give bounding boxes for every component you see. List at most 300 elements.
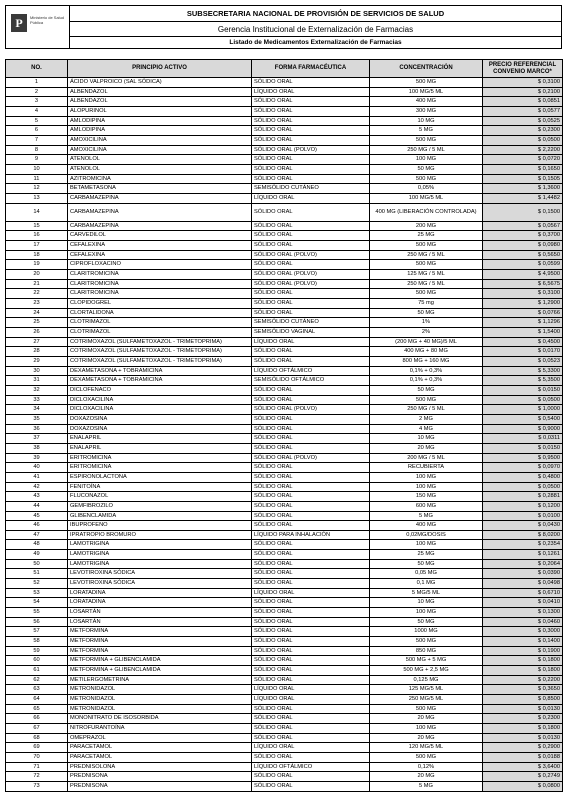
- table-row: [6, 569, 563, 579]
- table-row: [6, 762, 563, 772]
- cell-precio: $ 0,4500: [483, 337, 563, 347]
- cell-precio: $ 0,1505: [483, 174, 563, 184]
- cell-forma: SÓLIDO ORAL: [252, 675, 370, 685]
- cell-no: 37: [6, 434, 68, 444]
- table-row: [6, 366, 563, 376]
- cell-precio: $ 0,0500: [483, 135, 563, 145]
- cell-concentracion: 0,12%: [370, 762, 483, 772]
- cell-no: 73: [6, 781, 68, 791]
- cell-forma: SÓLIDO ORAL: [252, 231, 370, 241]
- table-row: [6, 116, 563, 126]
- cell-forma: LÍQUIDO OFTÁLMICO: [252, 762, 370, 772]
- table-row: [6, 405, 563, 415]
- cell-precio: $ 0,0970: [483, 463, 563, 473]
- cell-precio: $ 0,0766: [483, 308, 563, 318]
- table-row: [6, 617, 563, 627]
- cell-concentracion: 20 MG: [370, 772, 483, 782]
- cell-principio: ESPIRONOLACTONA: [68, 472, 252, 482]
- ministry-logo: [6, 6, 70, 48]
- cell-principio: COTRIMOXAZOL (SULFAMETOXAZOL - TRIMETOPRIMA): [68, 347, 252, 357]
- col-header-principio: PRINCIPIO ACTIVO: [68, 60, 252, 78]
- cell-no: 28: [6, 347, 68, 357]
- cell-no: 29: [6, 357, 68, 367]
- cell-precio: $ 0,0523: [483, 357, 563, 367]
- table-row: [6, 714, 563, 724]
- cell-precio: $ 1,4482: [483, 193, 563, 203]
- cell-concentracion: 100 MG: [370, 472, 483, 482]
- cell-principio: MONONITRATO DE ISOSORBIDA: [68, 714, 252, 724]
- cell-forma: SÓLIDO ORAL: [252, 501, 370, 511]
- cell-concentracion: 20 MG: [370, 714, 483, 724]
- table-row: [6, 299, 563, 309]
- cell-concentracion: 800 MG + 160 MG: [370, 357, 483, 367]
- cell-forma: LÍQUIDO ORAL: [252, 588, 370, 598]
- cell-principio: PARACETAMOL: [68, 752, 252, 762]
- table-row: [6, 752, 563, 762]
- cell-no: 57: [6, 627, 68, 637]
- cell-no: 41: [6, 472, 68, 482]
- table-row: [6, 443, 563, 453]
- cell-principio: CIPROFLOXACINO: [68, 260, 252, 270]
- cell-no: 53: [6, 588, 68, 598]
- cell-principio: CLARITROMICINA: [68, 279, 252, 289]
- cell-concentracion: 25 MG: [370, 550, 483, 560]
- cell-no: 70: [6, 752, 68, 762]
- cell-forma: SÓLIDO ORAL: [252, 164, 370, 174]
- cell-concentracion: 125 MG / 5 ML: [370, 270, 483, 280]
- table-row: [6, 395, 563, 405]
- cell-precio: $ 0,3700: [483, 231, 563, 241]
- cell-forma: SÓLIDO ORAL: [252, 308, 370, 318]
- cell-precio: $ 0,1500: [483, 203, 563, 221]
- cell-no: 1: [6, 78, 68, 88]
- cell-forma: SÓLIDO ORAL: [252, 521, 370, 531]
- cell-principio: CEFALEXINA: [68, 250, 252, 260]
- cell-forma: SÓLIDO ORAL: [252, 627, 370, 637]
- table-row: [6, 135, 563, 145]
- table-row: [6, 637, 563, 647]
- cell-concentracion: 5 MG/5 ML: [370, 588, 483, 598]
- cell-precio: $ 1,0000: [483, 405, 563, 415]
- cell-no: 45: [6, 511, 68, 521]
- cell-principio: DOXAZOSINA: [68, 424, 252, 434]
- cell-principio: LAMOTRIGINA: [68, 540, 252, 550]
- cell-concentracion: RECUBIERTA: [370, 463, 483, 473]
- cell-no: 4: [6, 106, 68, 116]
- cell-precio: $ 0,0100: [483, 511, 563, 521]
- table-row: [6, 184, 563, 194]
- cell-precio: $ 0,0577: [483, 106, 563, 116]
- table-row: [6, 414, 563, 424]
- cell-precio: $ 0,9000: [483, 424, 563, 434]
- cell-concentracion: 250 MG / 5 ML: [370, 405, 483, 415]
- cell-forma: SEMISÓLIDO CUTÁNEO: [252, 184, 370, 194]
- cell-no: 12: [6, 184, 68, 194]
- cell-forma: SÓLIDO ORAL: [252, 569, 370, 579]
- cell-principio: METRONIDAZOL: [68, 694, 252, 704]
- cell-concentracion: 10 MG: [370, 434, 483, 444]
- cell-concentracion: 5 MG: [370, 126, 483, 136]
- cell-precio: $ 0,5650: [483, 250, 563, 260]
- cell-precio: $ 0,0460: [483, 617, 563, 627]
- table-row: [6, 733, 563, 743]
- cell-concentracion: 100 MG: [370, 723, 483, 733]
- cell-no: 13: [6, 193, 68, 203]
- cell-principio: AMOXICILINA: [68, 135, 252, 145]
- cell-concentracion: 0,1% + 0,3%: [370, 366, 483, 376]
- table-row: [6, 723, 563, 733]
- cell-precio: $ 0,5400: [483, 414, 563, 424]
- cell-concentracion: 250 MG/5 ML: [370, 694, 483, 704]
- cell-principio: IBUPROFENO: [68, 521, 252, 531]
- cell-concentracion: 500 MG: [370, 395, 483, 405]
- table-row: [6, 743, 563, 753]
- col-header-no: NO.: [6, 60, 68, 78]
- cell-principio: LAMOTRIGINA: [68, 559, 252, 569]
- cell-principio: OMEPRAZOL: [68, 733, 252, 743]
- cell-forma: SÓLIDO ORAL: [252, 550, 370, 560]
- cell-precio: $ 0,0851: [483, 97, 563, 107]
- cell-principio: METFORMINA: [68, 627, 252, 637]
- table-row: [6, 588, 563, 598]
- cell-precio: $ 0,1800: [483, 656, 563, 666]
- cell-concentracion: 5 MG: [370, 781, 483, 791]
- cell-forma: SÓLIDO ORAL: [252, 511, 370, 521]
- cell-no: 9: [6, 155, 68, 165]
- cell-forma: LÍQUIDO PARA INHALACIÓN: [252, 530, 370, 540]
- cell-no: 54: [6, 598, 68, 608]
- cell-principio: FENITOÍNA: [68, 482, 252, 492]
- cell-precio: $ 0,4800: [483, 472, 563, 482]
- cell-concentracion: 100 MG: [370, 482, 483, 492]
- cell-precio: $ 0,0130: [483, 704, 563, 714]
- table-row: [6, 87, 563, 97]
- cell-no: 65: [6, 704, 68, 714]
- table-body: [6, 78, 563, 792]
- cell-forma: SÓLIDO ORAL: [252, 598, 370, 608]
- cell-concentracion: 100 MG: [370, 608, 483, 618]
- table-row: [6, 318, 563, 328]
- cell-precio: $ 3,6400: [483, 762, 563, 772]
- table-row: [6, 221, 563, 231]
- cell-concentracion: 150 MG: [370, 492, 483, 502]
- table-row: [6, 78, 563, 88]
- cell-concentracion: 10 MG: [370, 598, 483, 608]
- cell-forma: SÓLIDO ORAL: [252, 395, 370, 405]
- cell-principio: ENALAPRIL: [68, 434, 252, 444]
- cell-principio: CARVEDILOL: [68, 231, 252, 241]
- cell-concentracion: 500 MG: [370, 289, 483, 299]
- table-row: [6, 106, 563, 116]
- cell-principio: ÁCIDO VALPROICO (SAL SÓDICA): [68, 78, 252, 88]
- cell-no: 24: [6, 308, 68, 318]
- cell-concentracion: (200 MG + 40 MG)/5 ML: [370, 337, 483, 347]
- cell-concentracion: 500 MG: [370, 241, 483, 251]
- cell-precio: $ 0,2881: [483, 492, 563, 502]
- cell-precio: $ 0,0188: [483, 752, 563, 762]
- cell-concentracion: 100 MG: [370, 155, 483, 165]
- cell-no: 58: [6, 637, 68, 647]
- cell-principio: CARBAMAZEPINA: [68, 221, 252, 231]
- cell-precio: $ 0,0311: [483, 434, 563, 444]
- document-subtitle: Gerencia Institucional de Externalización de Farmacias: [70, 22, 561, 37]
- cell-forma: SÓLIDO ORAL: [252, 135, 370, 145]
- cell-precio: $ 0,0525: [483, 116, 563, 126]
- cell-no: 59: [6, 646, 68, 656]
- cell-principio: METRONIDAZOL: [68, 685, 252, 695]
- cell-concentracion: 500 MG: [370, 260, 483, 270]
- cell-no: 71: [6, 762, 68, 772]
- cell-principio: CEFALEXINA: [68, 241, 252, 251]
- cell-precio: $ 0,0410: [483, 598, 563, 608]
- cell-forma: SÓLIDO ORAL (POLVO): [252, 279, 370, 289]
- cell-principio: ALBENDAZOL: [68, 97, 252, 107]
- table-row: [6, 453, 563, 463]
- cell-principio: DICLOXACILINA: [68, 405, 252, 415]
- cell-precio: $ 0,0130: [483, 733, 563, 743]
- logo-emblem-icon: P: [11, 14, 27, 32]
- cell-principio: ATENOLOL: [68, 164, 252, 174]
- cell-concentracion: 1000 MG: [370, 627, 483, 637]
- cell-precio: $ 0,0599: [483, 260, 563, 270]
- cell-principio: LORATADINA: [68, 598, 252, 608]
- cell-concentracion: 50 MG: [370, 164, 483, 174]
- cell-precio: $ 0,2300: [483, 126, 563, 136]
- cell-precio: $ 4,9500: [483, 270, 563, 280]
- cell-no: 6: [6, 126, 68, 136]
- cell-precio: $ 0,1800: [483, 666, 563, 676]
- cell-concentracion: 200 MG: [370, 221, 483, 231]
- col-header-precio: PRECIO REFERENCIAL CONVENIO MARCO*: [483, 60, 563, 78]
- cell-principio: METFORMINA: [68, 637, 252, 647]
- cell-no: 40: [6, 463, 68, 473]
- cell-forma: SÓLIDO ORAL: [252, 443, 370, 453]
- cell-principio: DEXAMETASONA + TOBRAMICINA: [68, 366, 252, 376]
- cell-concentracion: 500 MG: [370, 78, 483, 88]
- cell-no: 7: [6, 135, 68, 145]
- cell-precio: $ 0,9500: [483, 453, 563, 463]
- cell-precio: $ 0,2749: [483, 772, 563, 782]
- cell-principio: LAMOTRIGINA: [68, 550, 252, 560]
- cell-principio: PREDNISONA: [68, 781, 252, 791]
- cell-forma: SÓLIDO ORAL: [252, 617, 370, 627]
- col-header-concentracion: CONCENTRACIÓN: [370, 60, 483, 78]
- cell-no: 35: [6, 414, 68, 424]
- cell-precio: $ 0,0720: [483, 155, 563, 165]
- cell-principio: DICLOFENACO: [68, 385, 252, 395]
- table-row: [6, 145, 563, 155]
- cell-forma: SÓLIDO ORAL: [252, 299, 370, 309]
- cell-precio: $ 1,3600: [483, 184, 563, 194]
- table-row: [6, 675, 563, 685]
- cell-precio: $ 0,1261: [483, 550, 563, 560]
- table-row: [6, 656, 563, 666]
- cell-precio: $ 0,0980: [483, 241, 563, 251]
- cell-principio: IPRATROPIO BROMURO: [68, 530, 252, 540]
- cell-no: 38: [6, 443, 68, 453]
- cell-precio: $ 1,1296: [483, 318, 563, 328]
- cell-forma: SÓLIDO ORAL: [252, 155, 370, 165]
- table-row: [6, 666, 563, 676]
- cell-principio: GEMFIBROZILO: [68, 501, 252, 511]
- cell-precio: $ 0,0500: [483, 482, 563, 492]
- cell-concentracion: 50 MG: [370, 385, 483, 395]
- cell-principio: ALOPURINOL: [68, 106, 252, 116]
- cell-concentracion: 4 MG: [370, 424, 483, 434]
- cell-concentracion: 100 MG/5 ML: [370, 193, 483, 203]
- cell-principio: METFORMINA + GLIBENCLAMIDA: [68, 666, 252, 676]
- cell-principio: LOSARTÁN: [68, 608, 252, 618]
- cell-forma: SÓLIDO ORAL: [252, 203, 370, 221]
- table-row: [6, 685, 563, 695]
- table-row: [6, 231, 563, 241]
- table-row: [6, 260, 563, 270]
- table-row: [6, 694, 563, 704]
- cell-no: 62: [6, 675, 68, 685]
- cell-no: 69: [6, 743, 68, 753]
- cell-precio: $ 0,3100: [483, 289, 563, 299]
- cell-forma: SÓLIDO ORAL: [252, 482, 370, 492]
- table-row: [6, 482, 563, 492]
- cell-precio: $ 0,6710: [483, 588, 563, 598]
- cell-forma: SÓLIDO ORAL: [252, 289, 370, 299]
- cell-concentracion: 500 MG: [370, 637, 483, 647]
- cell-precio: $ 0,0430: [483, 521, 563, 531]
- cell-precio: $ 0,1650: [483, 164, 563, 174]
- cell-principio: DEXAMETASONA + TOBRAMICINA: [68, 376, 252, 386]
- cell-forma: SÓLIDO ORAL (POLVO): [252, 250, 370, 260]
- table-row: [6, 627, 563, 637]
- table-row: [6, 337, 563, 347]
- cell-forma: SÓLIDO ORAL: [252, 608, 370, 618]
- table-row: [6, 434, 563, 444]
- cell-forma: SÓLIDO ORAL: [252, 260, 370, 270]
- table-row: [6, 424, 563, 434]
- cell-principio: PARACETAMOL: [68, 743, 252, 753]
- cell-no: 61: [6, 666, 68, 676]
- cell-forma: SÓLIDO ORAL: [252, 414, 370, 424]
- cell-principio: DICLOXACILINA: [68, 395, 252, 405]
- cell-forma: SÓLIDO ORAL: [252, 733, 370, 743]
- cell-no: 42: [6, 482, 68, 492]
- cell-concentracion: 500 MG + 5 MG: [370, 656, 483, 666]
- cell-forma: SÓLIDO ORAL: [252, 492, 370, 502]
- cell-precio: $ 0,1300: [483, 608, 563, 618]
- cell-principio: CARBAMAZEPINA: [68, 203, 252, 221]
- cell-precio: $ 0,0567: [483, 221, 563, 231]
- cell-concentracion: 400 MG: [370, 97, 483, 107]
- table-row: [6, 250, 563, 260]
- cell-principio: ERITROMICINA: [68, 453, 252, 463]
- cell-forma: SÓLIDO ORAL: [252, 656, 370, 666]
- cell-forma: SÓLIDO ORAL: [252, 559, 370, 569]
- table-row: [6, 270, 563, 280]
- cell-principio: LOSARTÁN: [68, 617, 252, 627]
- cell-no: 56: [6, 617, 68, 627]
- cell-principio: AMOXICILINA: [68, 145, 252, 155]
- cell-no: 49: [6, 550, 68, 560]
- cell-precio: $ 0,2354: [483, 540, 563, 550]
- cell-forma: SÓLIDO ORAL: [252, 385, 370, 395]
- cell-no: 14: [6, 203, 68, 221]
- cell-forma: SÓLIDO ORAL: [252, 78, 370, 88]
- cell-concentracion: 2%: [370, 328, 483, 338]
- cell-precio: $ 0,3650: [483, 685, 563, 695]
- cell-no: 72: [6, 772, 68, 782]
- cell-no: 8: [6, 145, 68, 155]
- cell-concentracion: 0,05%: [370, 184, 483, 194]
- cell-principio: PREDNISONA: [68, 772, 252, 782]
- table-row: [6, 174, 563, 184]
- cell-precio: $ 0,0500: [483, 395, 563, 405]
- cell-concentracion: 0,1 MG: [370, 579, 483, 589]
- cell-concentracion: 500 MG: [370, 704, 483, 714]
- cell-principio: DOXAZOSINA: [68, 414, 252, 424]
- cell-principio: AMLODIPINA: [68, 116, 252, 126]
- cell-forma: SÓLIDO ORAL: [252, 723, 370, 733]
- cell-forma: SÓLIDO ORAL (POLVO): [252, 405, 370, 415]
- cell-concentracion: 0,02MG/DOSIS: [370, 530, 483, 540]
- table-row: [6, 289, 563, 299]
- cell-no: 31: [6, 376, 68, 386]
- cell-no: 43: [6, 492, 68, 502]
- cell-principio: CLORTALIDONA: [68, 308, 252, 318]
- cell-forma: SÓLIDO ORAL: [252, 772, 370, 782]
- cell-concentracion: 250 MG / 5 ML: [370, 279, 483, 289]
- cell-precio: $ 0,2100: [483, 87, 563, 97]
- cell-principio: ATENOLOL: [68, 155, 252, 165]
- cell-forma: LÍQUIDO ORAL: [252, 694, 370, 704]
- cell-precio: $ 0,0390: [483, 569, 563, 579]
- table-row: [6, 193, 563, 203]
- cell-concentracion: 400 MG: [370, 521, 483, 531]
- table-row: [6, 347, 563, 357]
- cell-no: 30: [6, 366, 68, 376]
- cell-precio: $ 0,1200: [483, 501, 563, 511]
- cell-concentracion: 20 MG: [370, 733, 483, 743]
- cell-principio: CLARITROMICINA: [68, 270, 252, 280]
- cell-forma: LÍQUIDO ORAL: [252, 743, 370, 753]
- cell-no: 23: [6, 299, 68, 309]
- cell-principio: ALBENDAZOL: [68, 87, 252, 97]
- table-row: [6, 540, 563, 550]
- cell-no: 51: [6, 569, 68, 579]
- cell-forma: SÓLIDO ORAL: [252, 116, 370, 126]
- cell-forma: SÓLIDO ORAL: [252, 637, 370, 647]
- cell-forma: SÓLIDO ORAL: [252, 241, 370, 251]
- cell-no: 26: [6, 328, 68, 338]
- cell-principio: COTRIMOXAZOL (SULFAMETOXAZOL - TRIMETOPRIMA): [68, 357, 252, 367]
- cell-concentracion: 2 MG: [370, 414, 483, 424]
- cell-concentracion: 500 MG: [370, 752, 483, 762]
- cell-principio: BETAMETASONA: [68, 184, 252, 194]
- cell-forma: SÓLIDO ORAL: [252, 97, 370, 107]
- cell-no: 48: [6, 540, 68, 550]
- cell-precio: $ 8,0200: [483, 530, 563, 540]
- cell-concentracion: 5 MG: [370, 511, 483, 521]
- cell-concentracion: 75 mg: [370, 299, 483, 309]
- cell-forma: SÓLIDO ORAL: [252, 646, 370, 656]
- cell-no: 15: [6, 221, 68, 231]
- cell-principio: PREDNISOLONA: [68, 762, 252, 772]
- cell-concentracion: 250 MG / 5 ML: [370, 145, 483, 155]
- cell-forma: SÓLIDO ORAL: [252, 174, 370, 184]
- cell-no: 17: [6, 241, 68, 251]
- cell-no: 47: [6, 530, 68, 540]
- table-row: [6, 521, 563, 531]
- cell-no: 64: [6, 694, 68, 704]
- cell-no: 44: [6, 501, 68, 511]
